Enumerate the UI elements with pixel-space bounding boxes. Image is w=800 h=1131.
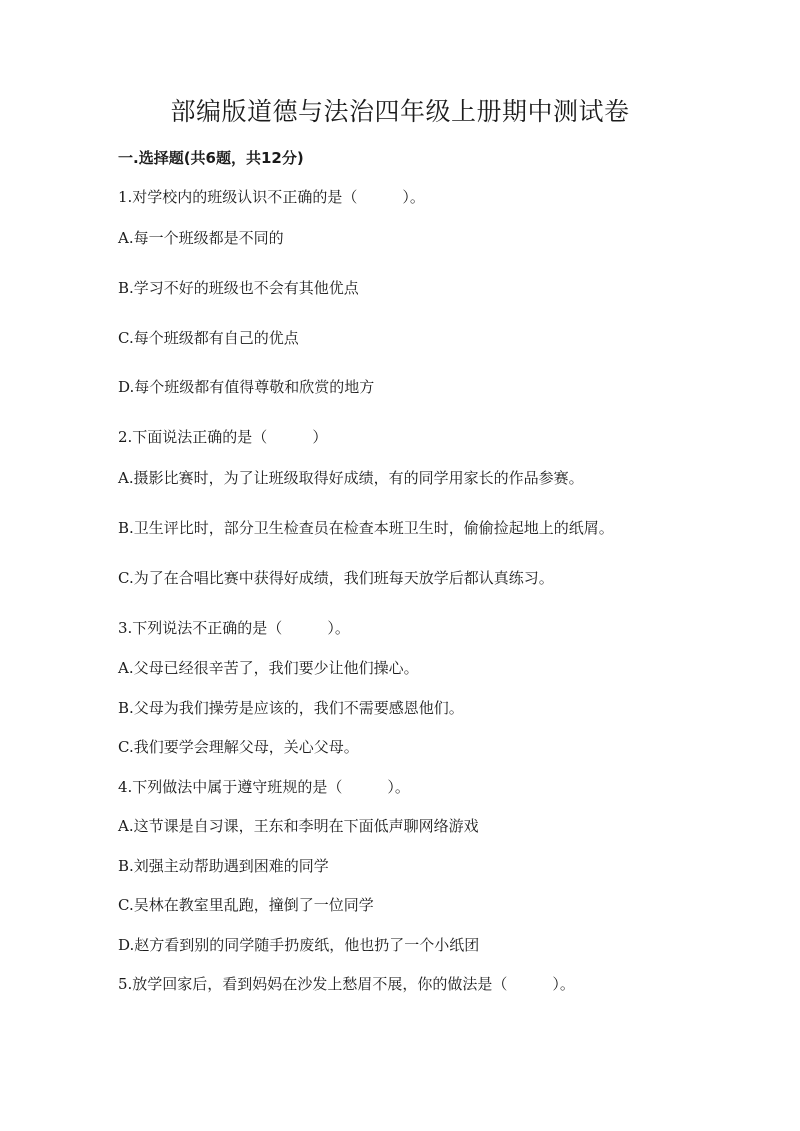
question-2-option-b: B.卫生评比时，部分卫生检查员在检查本班卫生时，偷偷捡起地上的纸屑。 [118,519,614,537]
section-heading: 一.选择题(共6题，共12分) [118,149,304,167]
question-4-option-d: D.赵方看到别的同学随手扔废纸，他也扔了一个小纸团 [118,936,480,954]
page-title: 部编版道德与法治四年级上册期中测试卷 [170,97,630,126]
question-3-stem: 3.下列说法不正确的是（ ）。 [118,619,350,637]
question-1-option-a: A.每一个班级都是不同的 [118,229,284,247]
question-1-stem: 1.对学校内的班级认识不正确的是（ ）。 [118,188,425,206]
question-1-option-c: C.每个班级都有自己的优点 [118,329,299,347]
question-2-option-a: A.摄影比赛时，为了让班级取得好成绩，有的同学用家长的作品参赛。 [118,469,584,487]
question-1-option-b: B.学习不好的班级也不会有其他优点 [118,279,359,297]
question-1-option-d: D.每个班级都有值得尊敬和欣赏的地方 [118,378,375,396]
question-4-option-c: C.吴林在教室里乱跑，撞倒了一位同学 [118,896,374,914]
question-2-option-c: C.为了在合唱比赛中获得好成绩，我们班每天放学后都认真练习。 [118,569,554,587]
question-5-stem: 5.放学回家后，看到妈妈在沙发上愁眉不展，你的做法是（ ）。 [118,975,575,993]
question-3-option-b: B.父母为我们操劳是应该的，我们不需要感恩他们。 [118,699,464,717]
question-3-option-c: C.我们要学会理解父母，关心父母。 [118,738,359,756]
question-3-option-a: A.父母已经很辛苦了，我们要少让他们操心。 [118,659,419,677]
question-4-option-a: A.这节课是自习课，王东和李明在下面低声聊网络游戏 [118,817,479,835]
question-4-stem: 4.下列做法中属于遵守班规的是（ ）。 [118,778,410,796]
question-4-option-b: B.刘强主动帮助遇到困难的同学 [118,857,329,875]
question-2-stem: 2.下面说法正确的是（ ） [118,428,328,446]
